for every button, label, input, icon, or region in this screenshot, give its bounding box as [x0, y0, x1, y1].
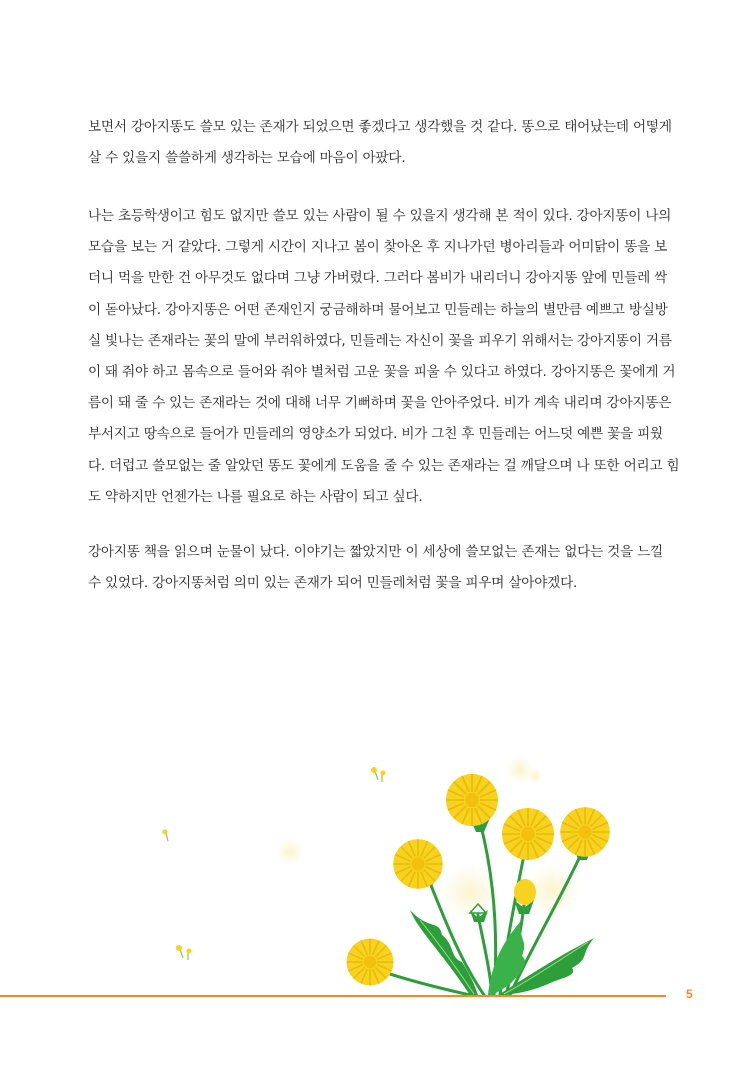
puff-glow: [527, 768, 543, 784]
paragraph-line: 살 수 있을지 쓸쓸하게 생각하는 모습에 마음이 아팠다.: [88, 150, 406, 167]
paragraph-3: [88, 537, 676, 599]
paragraph-line: 나는 초등학생이고 힘도 없지만 쓸모 있는 사람이 될 수 있을지 생각해 본 적이 있다. 강아지똥이 나의: [88, 208, 672, 224]
paragraph-line: 이 돋아났다. 강아지똥은 어떤 존재인지 궁금해하며 물어보고 민들레는 하늘의 별만큼 예쁘고 방실방: [88, 301, 668, 318]
floating-seed-icon: [371, 767, 386, 782]
paragraph-line: 부서지고 땅속으로 들어가 민들레의 영양소가 되었다. 비가 그친 후 민들레는 어느덧 예쁜 꽃을 피웠: [88, 426, 663, 443]
paragraph-line: 이 돼 줘야 하고 몸속으로 들어와 줘야 별처럼 고운 꽃을 피울 수 있다고 하였다. 강아지똥은 꽃에게 거: [88, 364, 676, 381]
paragraph-line: 름이 돼 줄 수 있는 존재라는 것에 대해 너무 기뻐하며 꽃을 안아주었다. 비가 계속 내리며 강아지똥은: [88, 395, 672, 412]
paragraph-1: [88, 112, 676, 174]
paragraph-line: 모습을 보는 거 같았다. 그렇게 시간이 지나고 봄이 찾아온 후 지나가던 병아리들과 어미닭이 똥을 보: [88, 239, 668, 256]
dandelion-illustration: [0, 730, 756, 1030]
paragraph-line: 도 약하지만 언젠가는 나를 필요로 하는 사람이 되고 싶다.: [88, 488, 423, 505]
page-number: 5: [686, 987, 693, 1001]
puff-glow: [276, 838, 304, 866]
paragraph-2: [88, 201, 680, 513]
floating-seed-icon: [163, 830, 169, 842]
dandelion-flower-icon: [393, 839, 442, 888]
dandelion-flower-icon: [347, 939, 394, 986]
paragraph-line: 다. 더럽고 쓸모없는 줄 알았던 똥도 꽃에게 도움을 줄 수 있는 존재라는 걸 깨달으며 나 또한 어리고 힘: [88, 457, 680, 474]
paragraph-line: 보면서 강아지똥도 쓸모 있는 존재가 되었으면 좋겠다고 생각했을 것 같다. 똥으로 태어났는데 어떻게: [88, 119, 672, 135]
paragraph-line: 실 빛나는 존재라는 꽃의 말에 부러워하였다, 민들레는 자신이 꽃을 피우기 위해서는 강아지똥이 거름: [88, 332, 672, 349]
footer-divider: [0, 995, 666, 997]
dandelion-flower-icon: [502, 808, 554, 860]
dandelion-flower-icon: [560, 807, 609, 856]
dandelion-flower-icon: [446, 774, 498, 826]
dandelion-bud-icon: [514, 879, 536, 905]
paragraph-line: 강아지똥 책을 읽으며 눈물이 났다. 이야기는 짧았지만 이 세상에 쓸모없는 존재는 없다는 것을 느낄: [88, 544, 663, 560]
paragraph-line: 수 있었다. 강아지똥처럼 의미 있는 존재가 되어 민들레처럼 꽃을 피우며 살아야겠다.: [88, 575, 578, 592]
paragraph-line: 더니 먹을 만한 건 아무것도 없다며 그냥 가버렸다. 그러다 봄비가 내리더니 강아지똥 앞에 민들레 싹: [88, 270, 668, 287]
floating-seed-icon: [176, 945, 192, 960]
